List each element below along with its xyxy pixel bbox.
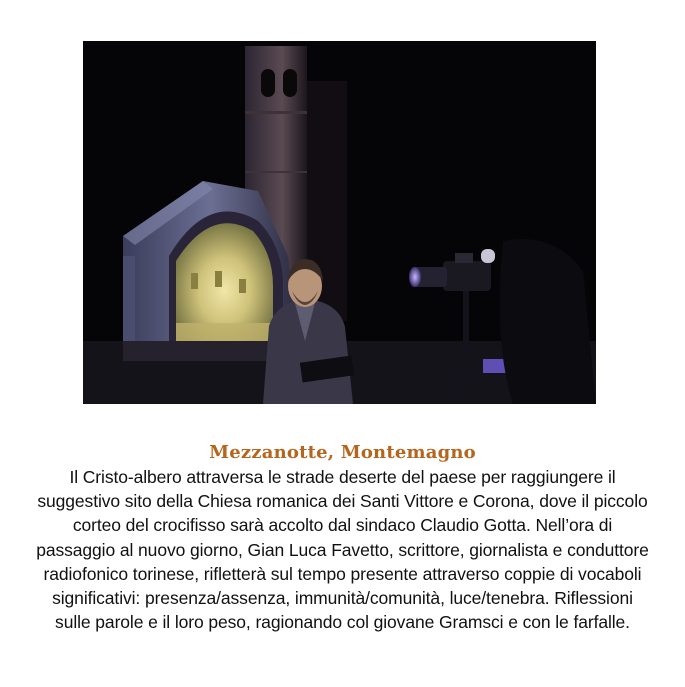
caption-title: Mezzanotte, Montemagno	[209, 442, 476, 463]
caption-line: sulle parole e il loro peso, ragionando col giovane Gramsci e con le farfalle.	[55, 612, 630, 633]
caption-line: significativi: presenza/assenza, immunità/comunità, luce/tenebra. Riflessioni	[52, 588, 633, 609]
caption-line: corteo del crocifisso sarà accolto dal sindaco Claudio Gotta. Nell’ora di	[72, 515, 613, 536]
article-photo	[83, 41, 596, 404]
caption-line: radiofonico torinese, rifletterà sul tempo presente attraverso coppie di vocaboli	[43, 563, 642, 584]
church-night-scene	[83, 41, 596, 404]
caption-line: suggestivo sito della Chiesa romanica dei Santi Vittore e Corona, dove il piccolo	[37, 491, 648, 512]
caption-line: Il Cristo-albero attraversa le strade deserte del paese per raggiungere il	[69, 467, 616, 487]
caption-body	[0, 465, 685, 634]
caption-line: passaggio al nuovo giorno, Gian Luca Favetto, scrittore, giornalista e conduttore	[36, 539, 649, 560]
photo-caption	[0, 442, 685, 634]
